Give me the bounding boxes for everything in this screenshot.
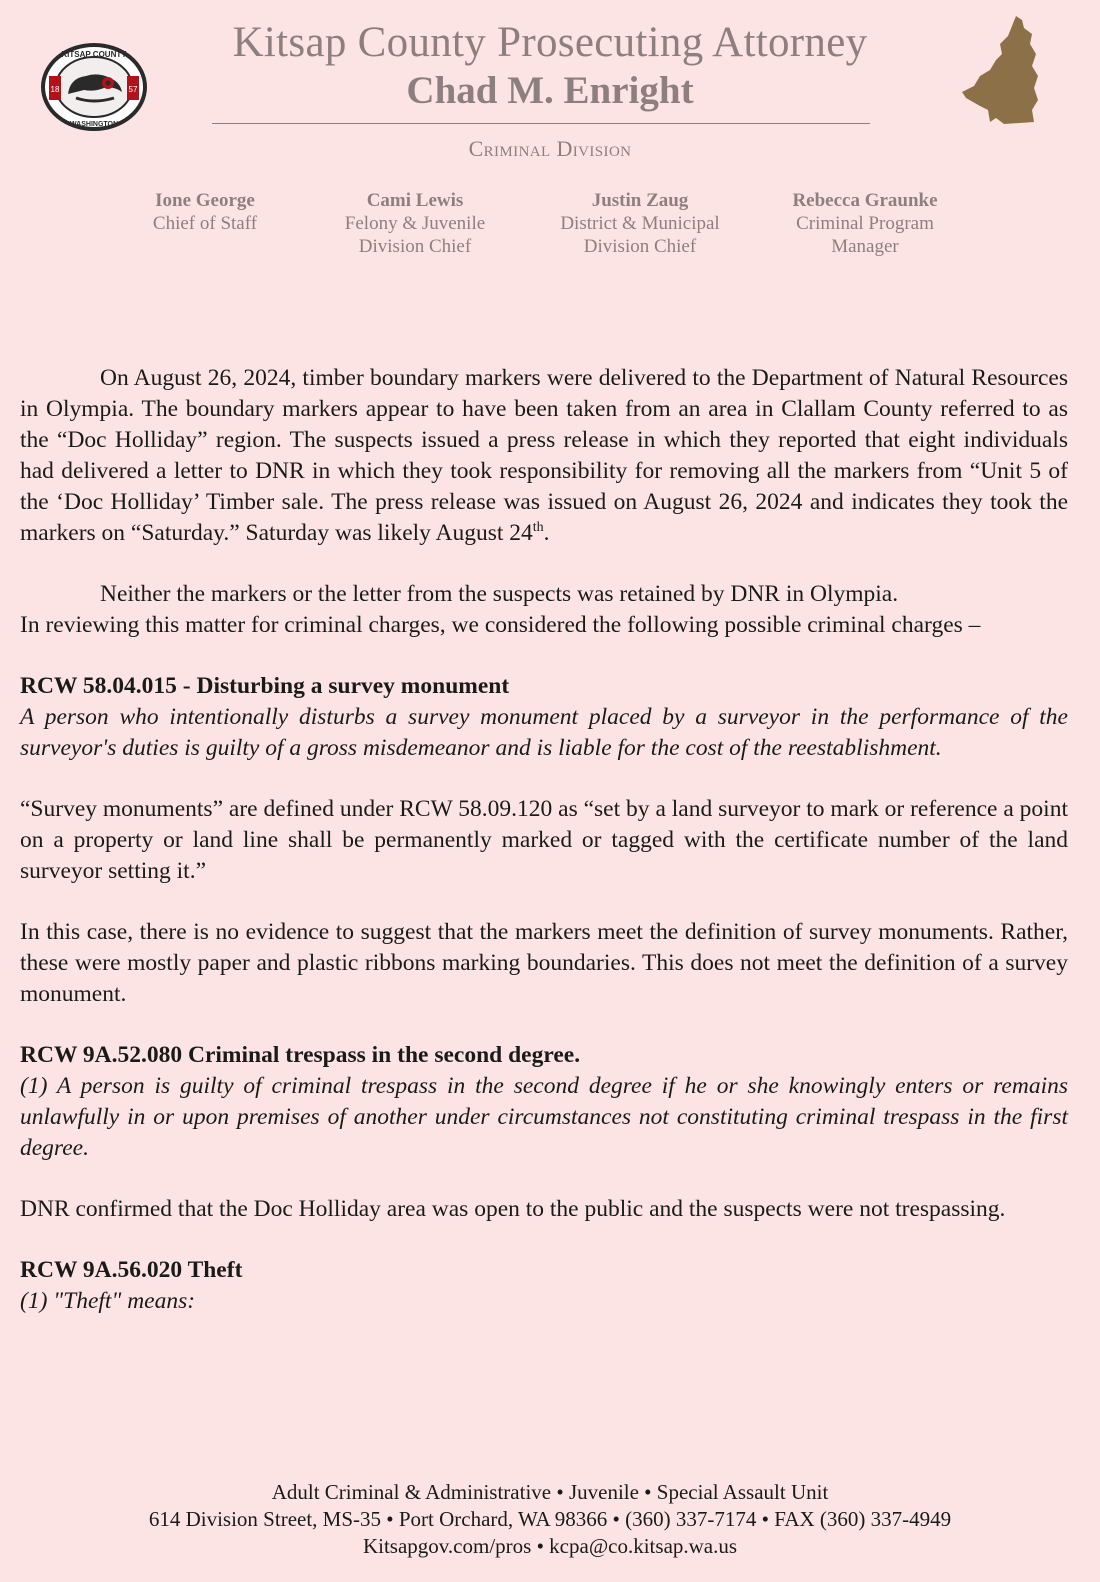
staff-member	[95, 189, 315, 235]
footer-units: Adult Criminal & Administrative • Juvenile • Special Assault Unit	[271, 1480, 829, 1504]
seal-year-left: 18	[50, 85, 60, 94]
letterhead-footer	[0, 1479, 1100, 1560]
seal-bottom-text: WASHINGTON	[69, 121, 119, 128]
statute-text: A person who intentionally disturbs a survey monument placed by a surveyor in the performance of the surveyor's duties is guilty of a gross misdemeanor and is liable for the cost of the reestablishment.	[20, 704, 1068, 761]
seal-top-text: KITSAP COUNTY	[61, 50, 127, 59]
seal-year-right: 57	[128, 85, 138, 94]
staff-name: Justin Zaug	[591, 190, 689, 211]
staff-title: Criminal Program	[796, 213, 934, 234]
statute-section	[20, 671, 1068, 764]
staff-name: Rebecca Graunke	[792, 190, 938, 211]
staff-title: Felony & Juvenile	[344, 213, 486, 234]
paragraph-text: In reviewing this matter for criminal charges, we considered the following possible criminal charges –	[20, 612, 981, 638]
letter-body	[20, 363, 1068, 1347]
paragraph-trespass: DNR confirmed that the Doc Holliday area was open to the public and the suspects were not trespassing.	[20, 1196, 1006, 1222]
staff-title: District & Municipal	[560, 213, 720, 234]
paragraph-analysis: In this case, there is no evidence to suggest that the markers meet the definition of survey monuments. Rather, these were mostly paper and plastic ribbons marking boundaries. This does not meet the definition of a survey monument.	[20, 919, 1068, 1007]
paragraph-definition: “Survey monuments” are defined under RCW 58.09.120 as “set by a land surveyor to mark or reference a point on a property or land line shall be permanently marked or tagged with the certificate number of the land surveyor setting it.”	[20, 796, 1068, 884]
staff-title: Division Chief	[358, 236, 472, 257]
statute-text: (1) A person is guilty of criminal trespass in the second degree if he or she knowingly enters or remains unlawfully in or upon premises of another under circumstances not constituting criminal trespass in the first degree.	[20, 1073, 1068, 1161]
staff-name: Ione George	[155, 190, 255, 211]
paragraph-review	[20, 579, 1068, 641]
staff-member	[305, 189, 525, 258]
footer-web-email: Kitsapgov.com/pros • kcpa@co.kitsap.wa.us	[362, 1534, 738, 1558]
header-divider	[212, 123, 870, 124]
paragraph-text: Neither the markers or the letter from the suspects was retained by DNR in Olympia.	[100, 581, 899, 607]
statute-section	[20, 1040, 1068, 1164]
footer-address: 614 Division Street, MS-35 • Port Orchard, WA 98366 • (360) 337-7174 • FAX (360) 337-4949	[148, 1507, 952, 1531]
paragraph-text: On August 26, 2024, timber boundary markers were delivered to the Department of Natural Resources in Olympia. The boundary markers appear to have been taken from an area in Clallam County referred to as the “Doc Holliday” region. The suspects issued a press release in which they reported that eight individuals had delivered a letter to DNR in which they took responsibility for removing all the markers from “Unit 5 of the ‘Doc Holliday’ Timber sale. The press release was issued on August 26, 2024 and indicates they took the markers on “Saturday.” Saturday was likely August 24	[20, 365, 1068, 546]
staff-member	[530, 189, 750, 258]
statute-heading: RCW 58.04.015 - Disturbing a survey monument	[20, 673, 510, 699]
statute-section	[20, 1255, 1068, 1317]
staff-member	[755, 189, 975, 258]
office-title: Kitsap County Prosecuting Attorney	[232, 19, 868, 66]
staff-title: Manager	[831, 236, 899, 257]
prosecuting-attorney-name: Chad M. Enright	[406, 69, 694, 112]
statute-heading: RCW 9A.52.080 Criminal trespass in the second degree.	[20, 1042, 581, 1068]
paragraph-incident: On August 26, 2024, timber boundary markers were delivered to the Department of Natural Resources in Olympia. The boundary markers appear to have been taken from an area in Clallam County referred to as the “Doc Holliday” region. The suspects issued a press release in which they reported that eight individuals had delivered a letter to DNR in which they took responsibility for removing all the markers from “Unit 5 of the ‘Doc Holliday’ Timber sale. The press release was issued on August 26, 2024 and indicates they took the markers on “Saturday.” Saturday was likely August 24th.	[20, 365, 1068, 546]
staff-title: Chief of Staff	[152, 213, 258, 234]
superscript: th	[532, 520, 544, 536]
statute-heading: RCW 9A.56.020 Theft	[20, 1257, 243, 1283]
staff-title: Division Chief	[583, 236, 697, 257]
staff-name: Cami Lewis	[366, 190, 464, 211]
statute-text: (1) "Theft" means:	[20, 1288, 196, 1314]
division-name: Criminal Division	[468, 136, 632, 161]
